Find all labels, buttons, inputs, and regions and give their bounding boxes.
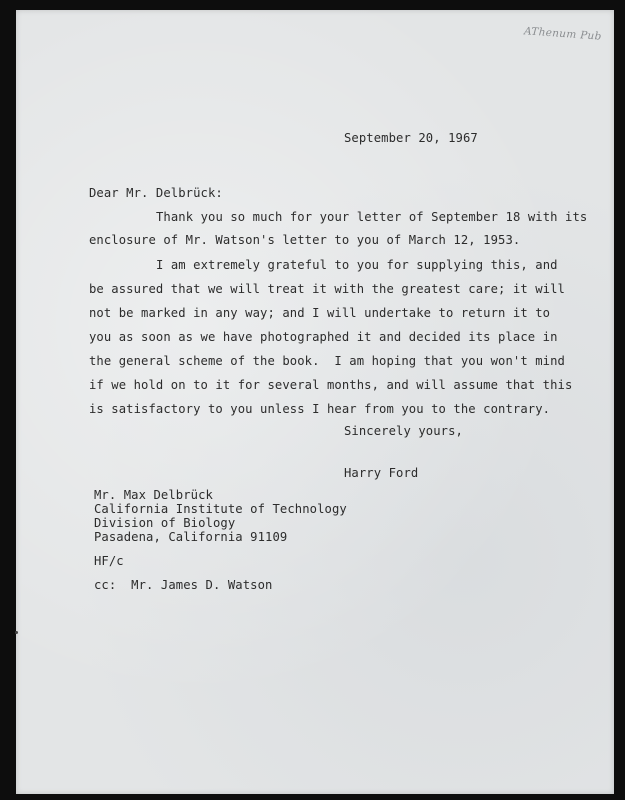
- body-line-4: be assured that we will treat it with the greatest care; it will: [89, 282, 565, 296]
- cc-line: cc: Mr. James D. Watson: [94, 578, 273, 592]
- signer-name: Harry Ford: [344, 466, 419, 480]
- body-line-3: I am extremely grateful to you for supplying this, and: [156, 258, 558, 272]
- address-line-1: Mr. Max Delbrück: [94, 488, 213, 502]
- salutation: Dear Mr. Delbrück:: [89, 186, 223, 200]
- letter-date: September 20, 1967: [344, 131, 478, 145]
- closing: Sincerely yours,: [344, 424, 463, 438]
- body-line-7: the general scheme of the book. I am hoping that you won't mind: [89, 354, 565, 368]
- body-line-8: if we hold on to it for several months, and will assume that this: [89, 378, 573, 392]
- letter-page: [16, 10, 614, 794]
- handwritten-annotation: AThenum Pub: [524, 25, 603, 43]
- body-line-9: is satisfactory to you unless I hear from you to the contrary.: [89, 402, 551, 416]
- paper-speck: [15, 631, 18, 634]
- body-line-5: not be marked in any way; and I will undertake to return it to: [89, 306, 551, 320]
- body-line-6: you as soon as we have photographed it and decided its place in: [89, 330, 558, 344]
- address-line-2: California Institute of Technology: [94, 502, 347, 516]
- body-line-2: enclosure of Mr. Watson's letter to you of March 12, 1953.: [89, 233, 521, 247]
- address-line-3: Division of Biology: [94, 516, 236, 530]
- body-line-1: Thank you so much for your letter of September 18 with its: [156, 210, 588, 224]
- address-line-4: Pasadena, California 91109: [94, 530, 288, 544]
- typist-initials: HF/c: [94, 554, 124, 568]
